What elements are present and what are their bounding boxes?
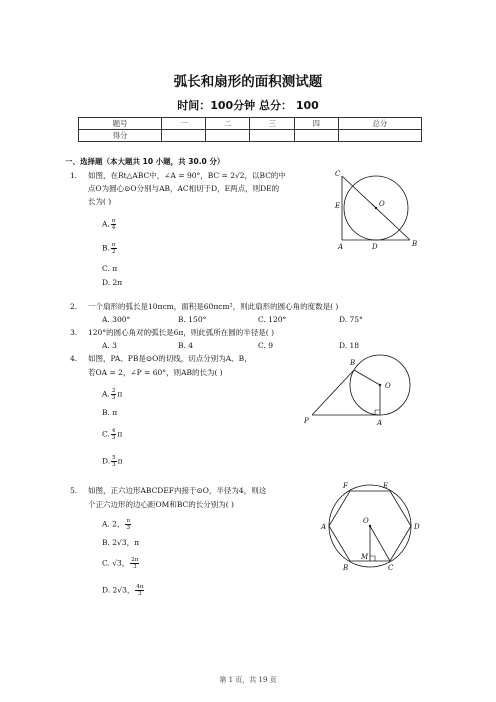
score-table-header-row <box>79 118 422 130</box>
tangent-pb <box>312 370 354 415</box>
q5-option-d[interactable] <box>102 584 145 597</box>
score-cell <box>294 130 338 142</box>
option-label: A. <box>102 219 110 229</box>
option-label: A. <box>102 389 110 399</box>
q4-option-d[interactable] <box>102 455 123 468</box>
fraction-numerator: π <box>111 242 116 248</box>
score-header-cell: 四 <box>294 118 338 130</box>
q3-number: 3. <box>70 328 78 337</box>
q3-text: 120°的圆心角对的弧长是6π，则此弧所在圆的半径是( ) <box>88 328 275 337</box>
score-header-cell: 三 <box>250 118 294 130</box>
q5-line-2: 个正六边形的边心距OM和BC的长分别为( ) <box>88 500 234 509</box>
fraction-denominator: 3 <box>112 462 116 468</box>
radius-ob <box>354 370 380 385</box>
point-label-c: C <box>335 170 341 178</box>
q2-option-b[interactable]: B. 150° <box>178 315 207 324</box>
q1-figure <box>330 168 420 253</box>
point-label-a: A <box>377 419 383 427</box>
point-label-a: A <box>338 243 344 251</box>
fraction-denominator: 4 <box>111 225 116 231</box>
page-subtitle: 时间：100分钟 总分： 100 <box>177 99 319 112</box>
option-label: C. <box>102 429 110 439</box>
q4-line-1: 如图，PA、PB是⊙O的切线，切点分别为A、B， <box>88 354 252 363</box>
fraction-denominator: 3 <box>126 525 131 531</box>
q1-option-c[interactable]: C. π <box>102 264 118 273</box>
point-label-f: F <box>343 482 348 490</box>
page-footer: 第 1 页，共 19 页 <box>219 676 277 684</box>
fraction <box>111 455 117 468</box>
score-row-label: 得分 <box>79 130 162 142</box>
q3-option-a[interactable]: A. 3 <box>102 341 117 350</box>
fraction <box>111 242 117 255</box>
q1-line-2: 点O为圆心⊙O分别与AB，AC相切于D，E两点，则DE的 <box>88 184 280 193</box>
score-header-cell: 题号 <box>79 118 162 130</box>
q5-option-b[interactable]: B. 2√3，π <box>102 538 140 547</box>
q1-option-a[interactable] <box>102 218 117 231</box>
fraction-numerator: 2 <box>111 388 116 394</box>
q5-line-1: 如图，正六边形ABCDEF内接于⊙O，半径为4，则这 <box>88 486 267 495</box>
q1-line-3: 长为( ) <box>88 197 112 206</box>
score-cell <box>206 130 250 142</box>
score-table <box>78 117 422 142</box>
q3-option-b[interactable]: B. 4 <box>178 341 194 350</box>
q5-figure <box>318 478 418 573</box>
option-suffix: π <box>117 429 123 439</box>
q5-option-c[interactable] <box>102 557 140 570</box>
q5-option-a[interactable] <box>102 518 132 531</box>
point-label-c: C <box>388 564 394 572</box>
point-label-e: E <box>383 482 389 490</box>
q4-number: 4. <box>70 354 78 363</box>
point-label-d: D <box>372 243 378 251</box>
q2-option-c[interactable]: C. 120° <box>258 315 287 324</box>
score-cell <box>162 130 206 142</box>
option-suffix: π <box>117 456 123 466</box>
q4-option-c[interactable] <box>102 428 122 441</box>
right-angle-mark <box>375 410 380 415</box>
point-label-m: M <box>361 553 369 561</box>
page-title: 弧长和扇形的面积测试题 <box>173 74 323 90</box>
q2-number: 2. <box>70 302 78 311</box>
score-header-cell: 二 <box>206 118 250 130</box>
fraction-numerator: 2π <box>131 557 139 563</box>
fraction-numerator: 4π <box>136 584 144 590</box>
point-label-e: E <box>335 202 341 210</box>
fraction-denominator: 3 <box>111 395 116 401</box>
q1-option-d[interactable]: D. 2π <box>102 278 123 287</box>
fraction <box>125 518 131 531</box>
fraction-denominator: 3 <box>111 435 116 441</box>
q2-option-d[interactable]: D. 75° <box>339 315 363 324</box>
q2-option-a[interactable]: A. 300° <box>102 315 131 324</box>
score-header-cell: 一 <box>162 118 206 130</box>
q3-option-c[interactable]: C. 9 <box>258 341 274 350</box>
score-cell <box>250 130 294 142</box>
q2-text: 一个扇形的弧长是10πcm，面积是60πcm²，则此扇形的圆心角的度数是( ) <box>88 302 339 311</box>
option-suffix: π <box>117 389 123 399</box>
point-label-b: B <box>343 564 349 572</box>
option-label: B. <box>102 243 110 253</box>
option-label: D. 2√3， <box>102 585 135 595</box>
radius-segment <box>372 204 376 208</box>
option-label: C. √3， <box>102 558 130 568</box>
fraction-numerator: 5 <box>112 455 116 461</box>
fraction-numerator: π <box>126 518 131 524</box>
point-label-p: P <box>304 417 309 425</box>
fraction-denominator: 3 <box>133 564 137 570</box>
score-table-score-row <box>79 130 422 142</box>
q1-line-1: 如图，在Rt△ABC中，∠A = 90°，BC = 2√2，以BC的中 <box>88 171 286 180</box>
fraction-denominator: 3 <box>138 591 142 597</box>
fraction <box>135 584 144 597</box>
q3-option-d[interactable]: D. 18 <box>339 341 360 350</box>
point-label-o: O <box>385 382 391 390</box>
point-label-o: O <box>379 200 385 208</box>
fraction-denominator: 2 <box>111 249 116 255</box>
fraction <box>111 428 117 441</box>
q4-option-a[interactable] <box>102 388 122 401</box>
score-header-cell: 总分 <box>338 118 421 130</box>
q1-option-b[interactable] <box>102 242 118 255</box>
fraction-numerator: 4 <box>111 428 116 434</box>
option-label: A. 2， <box>102 519 125 529</box>
q4-option-b[interactable]: B. π <box>102 408 118 417</box>
score-cell <box>338 130 421 142</box>
q4-line-2: 若OA = 2，∠P = 60°，则AB的长为( ) <box>88 368 223 377</box>
right-angle-mark <box>370 556 375 561</box>
q1-number: 1. <box>70 171 78 180</box>
fraction-numerator: π <box>111 218 116 224</box>
fraction <box>111 218 117 231</box>
q5-number: 5. <box>70 486 78 495</box>
fraction <box>130 557 139 570</box>
point-label-a: A <box>321 523 327 531</box>
fraction <box>111 388 117 401</box>
point-label-b: B <box>412 240 418 248</box>
point-label-o: O <box>363 517 369 525</box>
point-label-b: B <box>350 359 356 367</box>
option-label: D. <box>102 456 111 466</box>
section-heading: 一、选择题（本大题共 10 小题，共 30.0 分） <box>65 157 225 166</box>
q4-figure <box>300 355 420 430</box>
point-label-d: D <box>414 523 420 531</box>
